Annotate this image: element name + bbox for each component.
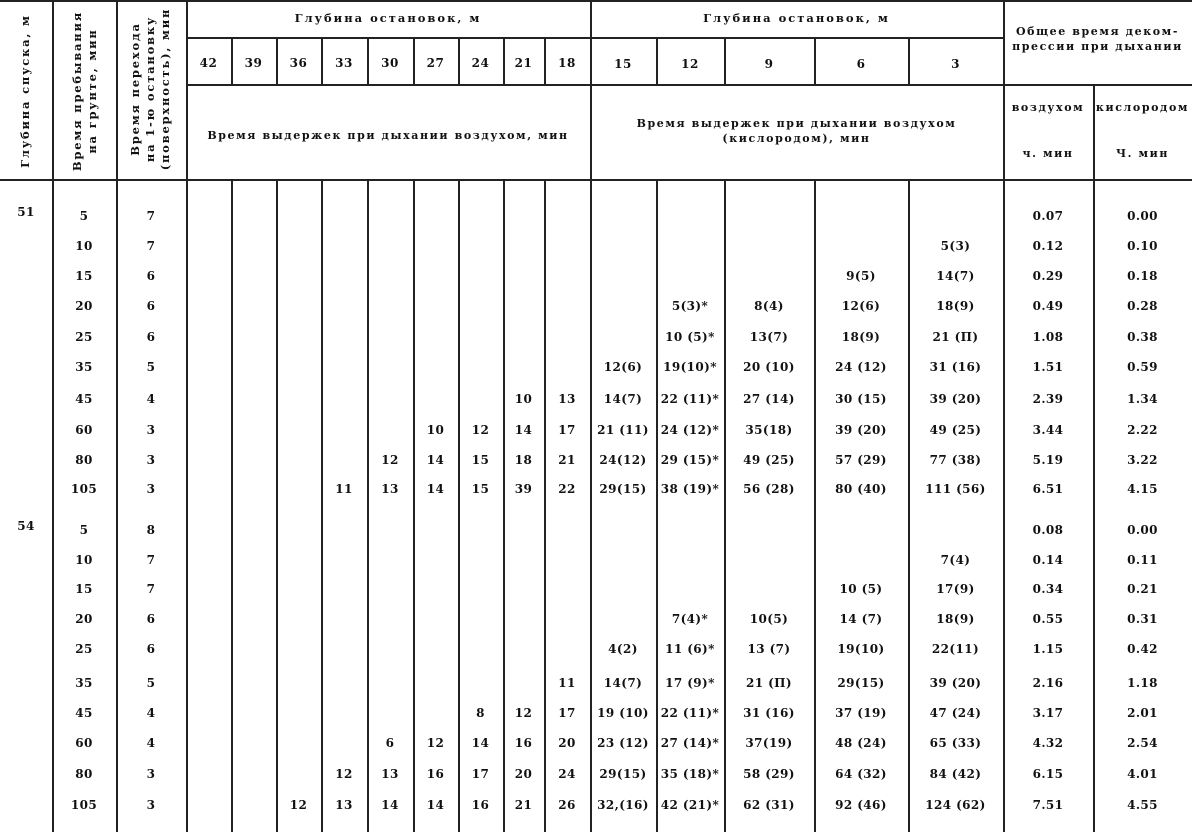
hold-time-value: 23 (12) — [597, 736, 649, 750]
hold-time-value: 18 — [514, 453, 533, 467]
stop-column-rule — [276, 179, 278, 832]
hold-time-value: 42 (21)* — [660, 798, 720, 812]
air-label: воздухом — [1011, 101, 1085, 114]
hold-time-value: 13 — [558, 392, 576, 406]
hold-air-oxygen-caption: Время выдержек при дыхании воздухом (кислородом), мин — [636, 117, 957, 145]
transit-time-value: 7 — [146, 553, 156, 567]
depth-value: 51 — [17, 205, 35, 219]
hold-time-value: 124 (62) — [925, 798, 986, 812]
bottom-time-value: 45 — [75, 706, 93, 720]
hold-time-value: 14(7) — [936, 269, 975, 283]
rule-stop-depths-top — [186, 37, 1003, 39]
hold-time-value: 10 (5)* — [665, 330, 715, 344]
total-air-value: 0.14 — [1032, 553, 1064, 567]
total-air-value: 0.07 — [1032, 209, 1064, 223]
hold-time-value: 11 — [558, 676, 576, 690]
total-oxygen-value: 0.00 — [1127, 209, 1158, 223]
total-oxygen-value: 0.18 — [1127, 269, 1158, 283]
hold-time-value: 13 — [381, 482, 399, 496]
rule-header-bottom — [0, 179, 1192, 181]
bottom-time-value: 45 — [75, 392, 93, 406]
hold-time-value: 27 (14)* — [660, 736, 720, 750]
total-air-value: 0.49 — [1032, 299, 1064, 313]
bottom-time-column-header: Время пребывания на грунте, мин — [70, 10, 99, 172]
hold-time-value: 14 — [471, 736, 490, 750]
total-air-value: 3.44 — [1032, 423, 1064, 437]
hold-time-value: 22 — [558, 482, 576, 496]
hold-time-value: 31 (16) — [743, 706, 795, 720]
total-oxygen-value: 4.01 — [1127, 767, 1158, 781]
hold-time-value: 80 (40) — [835, 482, 887, 496]
stop-depth-label: 6 — [856, 57, 866, 71]
bottom-time-value: 105 — [70, 482, 98, 496]
depth-column-header: Глубина спуска, м — [18, 14, 32, 168]
total-oxygen-value: 0.10 — [1127, 239, 1158, 253]
total-oxygen-value: 0.11 — [1127, 553, 1158, 567]
hold-time-value: 77 (38) — [929, 453, 982, 467]
hold-time-value: 10 — [514, 392, 533, 406]
total-air-value: 0.34 — [1032, 582, 1064, 596]
stop-depth-label: 30 — [381, 56, 399, 70]
total-air-value: 0.29 — [1032, 269, 1064, 283]
hold-time-value: 11 (6)* — [665, 642, 715, 656]
hold-time-value: 17(9) — [936, 582, 975, 596]
hold-time-value: 9(5) — [846, 269, 876, 283]
hold-time-value: 37 (19) — [835, 706, 887, 720]
hold-time-value: 20 — [558, 736, 576, 750]
hold-time-value: 84 (42) — [929, 767, 982, 781]
stop-column-rule — [503, 179, 505, 832]
stop-depth-label: 39 — [244, 56, 263, 70]
hold-time-value: 12 — [471, 423, 490, 437]
total-oxygen-value: 1.34 — [1127, 392, 1158, 406]
total-oxygen-value: 2.54 — [1127, 736, 1158, 750]
total-air-value: 6.15 — [1032, 767, 1064, 781]
hold-time-value: 35 (18)* — [660, 767, 720, 781]
hold-time-value: 10 — [426, 423, 445, 437]
transit-time-value: 5 — [146, 360, 156, 374]
hold-time-value: 8 — [476, 706, 485, 720]
bottom-time-value: 15 — [75, 582, 93, 596]
total-oxygen-value: 1.18 — [1127, 676, 1158, 690]
transit-time-value: 6 — [146, 299, 156, 313]
transit-time-value: 3 — [146, 423, 156, 437]
air-unit: ч. мин — [1022, 147, 1074, 160]
stop-column-rule — [231, 179, 233, 832]
hold-time-value: 14 — [426, 453, 445, 467]
transit-time-value: 4 — [146, 736, 156, 750]
hold-time-value: 5(3)* — [671, 299, 709, 313]
total-air-value: 1.15 — [1032, 642, 1064, 656]
hold-time-value: 65 (33) — [929, 736, 982, 750]
stop-depth-label: 18 — [558, 56, 576, 70]
hold-time-value: 14 — [426, 798, 445, 812]
total-air-value: 0.12 — [1032, 239, 1064, 253]
bottom-time-value: 80 — [75, 453, 93, 467]
hold-time-value: 8(4) — [754, 299, 784, 313]
bottom-time-value: 15 — [75, 269, 93, 283]
stop-depth-label: 42 — [199, 56, 218, 70]
oxygen-label: кислородом — [1095, 101, 1190, 114]
transit-time-value: 7 — [146, 239, 156, 253]
bottom-time-value: 5 — [79, 209, 89, 223]
hold-time-value: 29(15) — [599, 482, 647, 496]
hold-time-value: 22 (11)* — [660, 392, 720, 406]
hold-time-value: 29(15) — [837, 676, 885, 690]
hold-time-value: 20 (10) — [743, 360, 795, 374]
total-air-value: 1.08 — [1032, 330, 1064, 344]
hold-time-value: 48 (24) — [835, 736, 887, 750]
stops-group-1-title: Глубина остановок, м — [294, 11, 482, 25]
hold-time-value: 39 (20) — [929, 676, 982, 690]
hold-time-value: 13 — [381, 767, 399, 781]
hold-time-value: 4(2) — [608, 642, 638, 656]
transit-time-value: 6 — [146, 642, 156, 656]
bottom-time-value: 10 — [75, 239, 93, 253]
bottom-time-value: 105 — [70, 798, 98, 812]
stop-depth-label: 15 — [614, 57, 632, 71]
total-air-value: 0.55 — [1032, 612, 1064, 626]
stop-column-rule — [458, 179, 460, 832]
hold-time-value: 16 — [514, 736, 533, 750]
hold-time-value: 38 (19)* — [660, 482, 720, 496]
total-air-value: 4.32 — [1032, 736, 1064, 750]
stop-depth-label: 36 — [289, 56, 308, 70]
hold-time-value: 62 (31) — [743, 798, 795, 812]
stop-depth-label: 21 — [514, 56, 533, 70]
stop-column-rule — [544, 179, 546, 832]
hold-time-value: 21 (П) — [746, 676, 792, 690]
transit-time-value: 4 — [146, 706, 156, 720]
bottom-time-value: 25 — [75, 330, 93, 344]
hold-time-value: 13 (7) — [747, 642, 791, 656]
hold-time-value: 111 (56) — [925, 482, 986, 496]
hold-time-value: 20 — [514, 767, 533, 781]
hold-time-value: 49 (25) — [929, 423, 982, 437]
stop-column-rule — [656, 179, 658, 832]
stop-column-rule — [413, 179, 415, 832]
hold-time-value: 16 — [471, 798, 490, 812]
hold-time-value: 18(9) — [841, 330, 881, 344]
stop-column-rule — [321, 179, 323, 832]
hold-time-value: 14 — [426, 482, 445, 496]
total-air-value: 5.19 — [1032, 453, 1064, 467]
rule-top — [0, 0, 1192, 2]
transit-time-value: 7 — [146, 209, 156, 223]
transit-column-header: Время перехода на 1-ю остановку (поверхность), мин — [128, 7, 172, 171]
bottom-time-value: 10 — [75, 553, 93, 567]
hold-time-value: 21 — [558, 453, 576, 467]
total-time-title: Общее время деком- прессии при дыхании — [1012, 25, 1183, 53]
hold-time-value: 14(7) — [603, 392, 643, 406]
hold-time-value: 39 — [514, 482, 533, 496]
oxygen-unit: Ч. мин — [1115, 147, 1170, 160]
hold-time-value: 37(19) — [745, 736, 793, 750]
stop-depth-label: 33 — [335, 56, 353, 70]
hold-time-value: 21 — [514, 798, 533, 812]
hold-time-value: 7(4) — [940, 553, 971, 567]
bottom-time-value: 5 — [79, 523, 89, 537]
hold-time-value: 47 (24) — [929, 706, 982, 720]
total-oxygen-value: 3.22 — [1127, 453, 1158, 467]
bottom-time-value: 35 — [75, 360, 93, 374]
stops-group-2-title: Глубина остановок, м — [703, 11, 890, 25]
bottom-time-value: 60 — [75, 423, 93, 437]
hold-time-value: 24 (12) — [835, 360, 887, 374]
total-air-value: 7.51 — [1032, 798, 1064, 812]
total-oxygen-value: 0.59 — [1127, 360, 1158, 374]
hold-time-value: 7(4)* — [671, 612, 709, 626]
total-oxygen-value: 0.21 — [1127, 582, 1158, 596]
total-air-value: 0.08 — [1032, 523, 1064, 537]
hold-time-value: 5(3) — [940, 239, 971, 253]
hold-time-value: 11 — [335, 482, 353, 496]
hold-time-value: 18(9) — [936, 299, 975, 313]
hold-time-value: 24 — [558, 767, 576, 781]
hold-time-value: 12(6) — [603, 360, 643, 374]
total-air-value: 1.51 — [1032, 360, 1064, 374]
hold-time-value: 17 — [471, 767, 490, 781]
bottom-time-value: 25 — [75, 642, 93, 656]
total-oxygen-value: 0.42 — [1127, 642, 1158, 656]
hold-time-value: 12 — [289, 798, 308, 812]
hold-time-value: 17 — [558, 706, 576, 720]
stop-column-rule — [367, 179, 369, 832]
total-air-value: 3.17 — [1032, 706, 1064, 720]
hold-time-value: 12 — [514, 706, 533, 720]
hold-time-value: 14 — [514, 423, 533, 437]
rule-stop-depths-bottom — [186, 84, 1003, 86]
hold-time-value: 16 — [426, 767, 445, 781]
transit-time-value: 6 — [146, 269, 156, 283]
hold-time-value: 15 — [471, 482, 490, 496]
bottom-time-value: 80 — [75, 767, 93, 781]
hold-time-value: 24(12) — [599, 453, 647, 467]
hold-time-value: 24 (12)* — [660, 423, 720, 437]
hold-air-caption: Время выдержек при дыхании воздухом, мин — [207, 129, 569, 142]
transit-time-value: 6 — [146, 330, 156, 344]
stop-depth-label: 12 — [681, 57, 699, 71]
depth-value: 54 — [17, 519, 35, 533]
hold-time-value: 26 — [558, 798, 576, 812]
total-oxygen-value: 2.22 — [1127, 423, 1158, 437]
rule-total-time-bottom — [1003, 84, 1192, 86]
hold-time-value: 30 (15) — [835, 392, 887, 406]
hold-time-value: 10(5) — [749, 612, 789, 626]
stop-depth-label: 9 — [764, 57, 774, 71]
hold-time-value: 19 (10) — [597, 706, 649, 720]
hold-time-value: 17 — [558, 423, 576, 437]
total-air-value: 2.16 — [1032, 676, 1064, 690]
hold-time-value: 14(7) — [603, 676, 643, 690]
total-oxygen-value: 0.00 — [1127, 523, 1158, 537]
total-oxygen-value: 4.55 — [1127, 798, 1158, 812]
transit-time-value: 6 — [146, 612, 156, 626]
total-oxygen-value: 2.01 — [1127, 706, 1158, 720]
hold-time-value: 31 (16) — [929, 360, 982, 374]
hold-time-value: 27 (14) — [743, 392, 795, 406]
bottom-time-value: 20 — [75, 299, 93, 313]
transit-time-value: 3 — [146, 767, 156, 781]
hold-time-value: 12(6) — [841, 299, 881, 313]
bottom-time-value: 35 — [75, 676, 93, 690]
hold-time-value: 29 (15)* — [660, 453, 720, 467]
hold-time-value: 92 (46) — [835, 798, 887, 812]
hold-time-value: 22(11) — [931, 642, 980, 656]
hold-time-value: 56 (28) — [743, 482, 795, 496]
total-air-value: 2.39 — [1032, 392, 1064, 406]
hold-time-value: 21 (П) — [932, 330, 979, 344]
hold-time-value: 6 — [385, 736, 395, 750]
hold-time-value: 64 (32) — [835, 767, 887, 781]
hold-time-value: 14 (7) — [839, 612, 883, 626]
hold-time-value: 12 — [335, 767, 353, 781]
hold-time-value: 17 (9)* — [665, 676, 715, 690]
hold-time-value: 39 (20) — [835, 423, 887, 437]
hold-time-value: 10 (5) — [839, 582, 883, 596]
transit-time-value: 3 — [146, 453, 156, 467]
stop-depth-label: 27 — [426, 56, 445, 70]
hold-time-value: 29(15) — [599, 767, 647, 781]
bottom-time-value: 20 — [75, 612, 93, 626]
transit-time-value: 8 — [146, 523, 156, 537]
rule-col-transit — [186, 0, 188, 832]
hold-time-value: 21 (11) — [597, 423, 649, 437]
total-air-value: 6.51 — [1032, 482, 1064, 496]
hold-time-value: 19(10) — [837, 642, 885, 656]
total-oxygen-value: 0.31 — [1127, 612, 1158, 626]
hold-time-value: 22 (11)* — [660, 706, 720, 720]
transit-time-value: 4 — [146, 392, 156, 406]
stop-depth-label: 3 — [951, 57, 960, 71]
hold-time-value: 12 — [426, 736, 445, 750]
hold-time-value: 49 (25) — [743, 453, 795, 467]
hold-time-value: 14 — [381, 798, 399, 812]
hold-time-value: 19(10)* — [663, 360, 717, 374]
hold-time-value: 32,(16) — [597, 798, 649, 812]
hold-time-value: 35(18) — [745, 423, 793, 437]
transit-time-value: 3 — [146, 798, 156, 812]
bottom-time-value: 60 — [75, 736, 93, 750]
hold-time-value: 15 — [471, 453, 490, 467]
hold-time-value: 13(7) — [749, 330, 789, 344]
hold-time-value: 39 (20) — [929, 392, 982, 406]
total-oxygen-value: 0.38 — [1127, 330, 1158, 344]
hold-time-value: 12 — [381, 453, 399, 467]
stop-column-rule — [724, 179, 726, 832]
total-oxygen-value: 4.15 — [1127, 482, 1158, 496]
transit-time-value: 3 — [146, 482, 156, 496]
stop-depth-label: 24 — [471, 56, 490, 70]
hold-time-value: 18(9) — [936, 612, 975, 626]
total-oxygen-value: 0.28 — [1127, 299, 1158, 313]
hold-time-value: 58 (29) — [743, 767, 795, 781]
hold-time-value: 13 — [335, 798, 353, 812]
transit-time-value: 5 — [146, 676, 156, 690]
transit-time-value: 7 — [146, 582, 156, 596]
hold-time-value: 57 (29) — [835, 453, 887, 467]
